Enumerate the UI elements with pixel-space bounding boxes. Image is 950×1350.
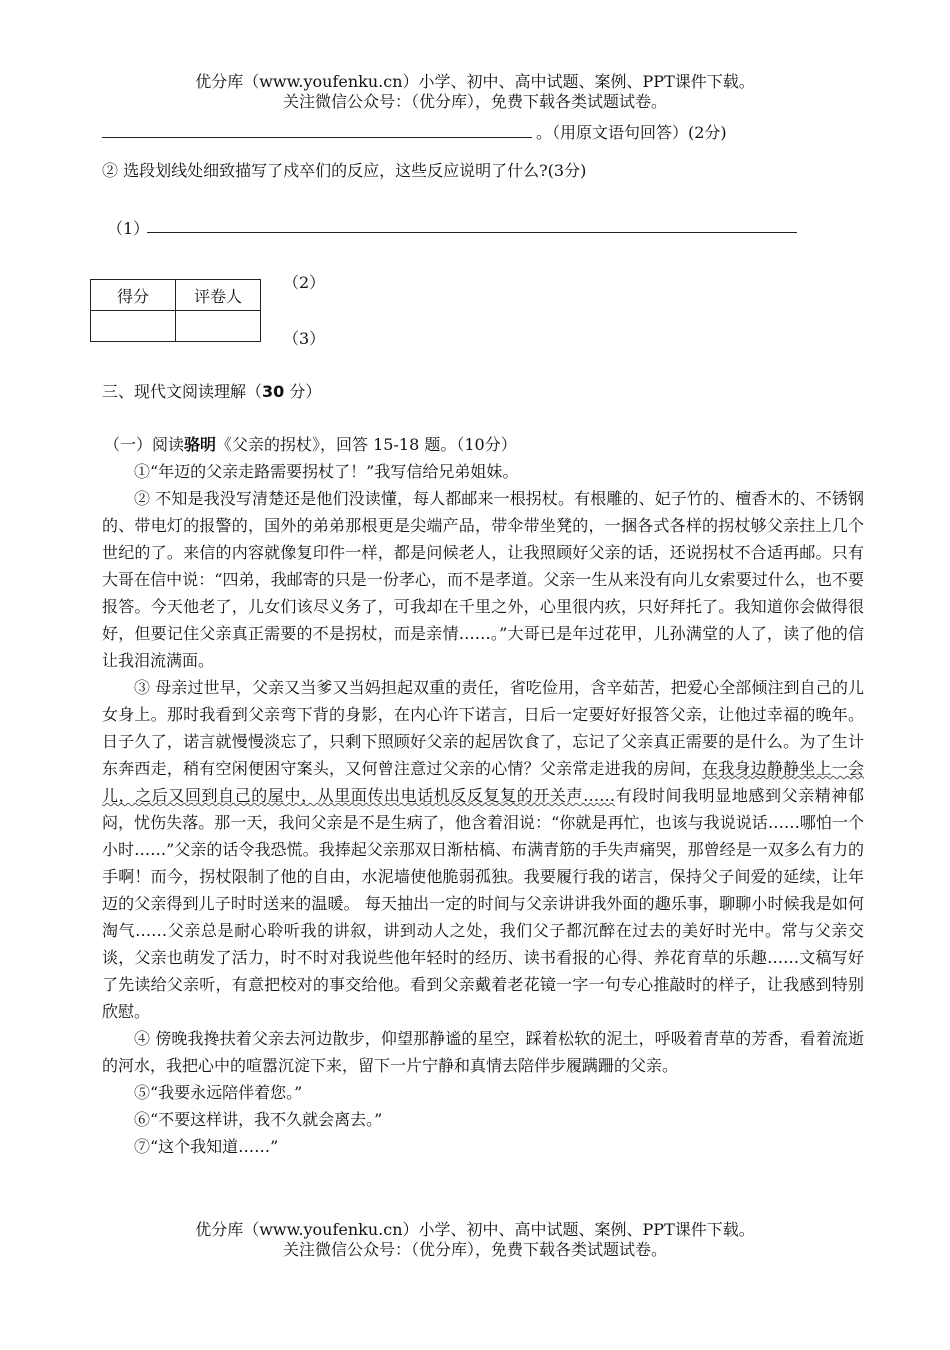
paragraph-6: ⑥“不要这样讲，我不久就会离去。” [134, 1110, 383, 1129]
page-footer [0, 1220, 950, 1260]
paragraph-2: ② 不知是我没写清楚还是他们没读懂，每人都邮来一根拐杖。有根雕的、妃子竹的、檀香木的、不锈钢的、带电灯的报警的，国外的弟弟那根更是尖端产品，带伞带坐凳的，一捆各式各样的拐杖够父亲拄上几个世纪的了。来信的内容就像复印件一样，都是问候老人，让我照顾好父亲的话，还说拐杖不合适再邮。只有大哥在信中说：“四弟，我邮寄的只是一份孝心，而不是孝道。父亲一生从来没有向儿女索要过什么，也不要报答。今天他老了，儿女们该尽义务了，可我却在千里之外，心里很内疚，只好拜托了。我知道你会做得很好，但要记住父亲真正需要的不是拐杖，而是亲情……。”大哥已是年过花甲，儿孙满堂的人了，读了他的信让我泪流满面。 [102, 489, 864, 670]
paragraph-4: ④ 傍晚我搀扶着父亲去河边散步，仰望那静谧的星空，踩着松软的泥土，呼吸着青草的芳香，看着流逝的河水，我把心中的喧嚣沉淀下来，留下一片宁静和真情去陪伴步履蹒跚的父亲。 [102, 1029, 864, 1075]
sub-author: 骆明 [184, 435, 217, 454]
answer-line-1 [147, 217, 797, 233]
grader-header: 评卷人 [176, 280, 261, 311]
paragraph-3 [102, 674, 864, 1025]
section-3-points: 30 [262, 382, 285, 401]
sub-prefix: （一）阅读 [104, 435, 185, 454]
answer-label-1: （1） [107, 219, 150, 238]
paragraph-3-part-c: 有段时间我明显地感到父亲精神郁闷，忧伤失落。那一天，我问父亲是不是生病了，他含着泪说：“你就是再忙，也该与我说说话……哪怕一个小时……”父亲的话令我恐慌。我捧起父亲那双日渐枯槁、布满青筋的手失声痛哭，那曾经是一双多么有力的手啊！而今，拐杖限制了他的自由，水泥墙使他脆弱孤独。我要履行我的诺言，保持父子间爱的延续，让年迈的父亲得到儿子时时送来的温暖。 每天抽出一定的时间与父亲讲讲我外面的趣乐事，聊聊小时候我是如何淘气……父亲总是耐心聆听我的讲叙，讲到动人之处，我们父子都沉醉在过去的美好时光中。常与父亲交谈，父亲也萌发了活力，时不时对我说些他年轻时的经历、读书看报的心得、养花育草的乐趣……文稿写好了先读给父亲听，有意把校对的事交给他。看到父亲戴着老花镜一字一句专心推敲时的样子，让我感到特别欣慰。 [102, 786, 864, 1021]
page-header [0, 72, 950, 112]
score-header: 得分 [91, 280, 176, 311]
paragraph-3-part-a: ③ 母亲过世早，父亲又当爹又当妈担起双重的责任，省吃俭用，含辛茹苦，把爱心全部倾注到自己的儿女身上。那时我看到父亲弯下背的身影，在内心许下诺言，日后一定要好好报答父亲，让他过幸福的晚年。日子久了，诺言就慢慢淡忘了，只剩下照顾好父亲的起居饮食了，忘记了父亲真正需要的是什么。为了生计东奔西走，稍有空闲便困守案头，又何曾注意过父亲的心情？父亲常走进我的房间， [102, 678, 864, 778]
footer-line-1: 优分库（www.youfenku.cn）小学、初中、高中试题、案例、PPT课件下载。 [195, 1220, 755, 1239]
header-line-2: 关注微信公众号：（优分库），免费下载各类试题试卷。 [282, 92, 667, 111]
answer-blank-line [102, 122, 532, 138]
section-3-title [102, 379, 321, 402]
header-line-1: 优分库（www.youfenku.cn）小学、初中、高中试题、案例、PPT课件下载。 [195, 72, 755, 91]
paragraph-3-wavy-underlined: 在我身边静静坐上一会儿，之后又回到自己的屋中，从里面传出电话机反反复复的开关声…… [102, 759, 864, 805]
question-2: ② 选段划线处细致描写了戍卒们的反应，这些反应说明了什么?(3分) [102, 161, 587, 180]
reading-passage [102, 458, 864, 1160]
sub-suffix: 《父亲的拐杖》，回答 15-18 题。（10分） [216, 435, 517, 454]
score-cell [91, 311, 176, 342]
section-3-suffix: 分） [284, 382, 322, 401]
footer-line-2: 关注微信公众号：（优分库），免费下载各类试题试卷。 [282, 1240, 667, 1259]
answer-label-2: （2） [283, 273, 326, 292]
subsection-1-title [104, 432, 517, 455]
paragraph-1: ①“年迈的父亲走路需要拐杖了！”我写信给兄弟姐妹。 [134, 462, 519, 481]
answer-label-3: （3） [283, 329, 326, 348]
grader-cell [176, 311, 261, 342]
section-3-prefix: 三、现代文阅读理解（ [102, 382, 263, 401]
answer-instruction: 。（用原文语句回答）(2分) [536, 123, 727, 142]
paragraph-7: ⑦“这个我知道……” [134, 1137, 279, 1156]
score-table [90, 279, 261, 342]
paragraph-5: ⑤“我要永远陪伴着您。” [134, 1083, 303, 1102]
